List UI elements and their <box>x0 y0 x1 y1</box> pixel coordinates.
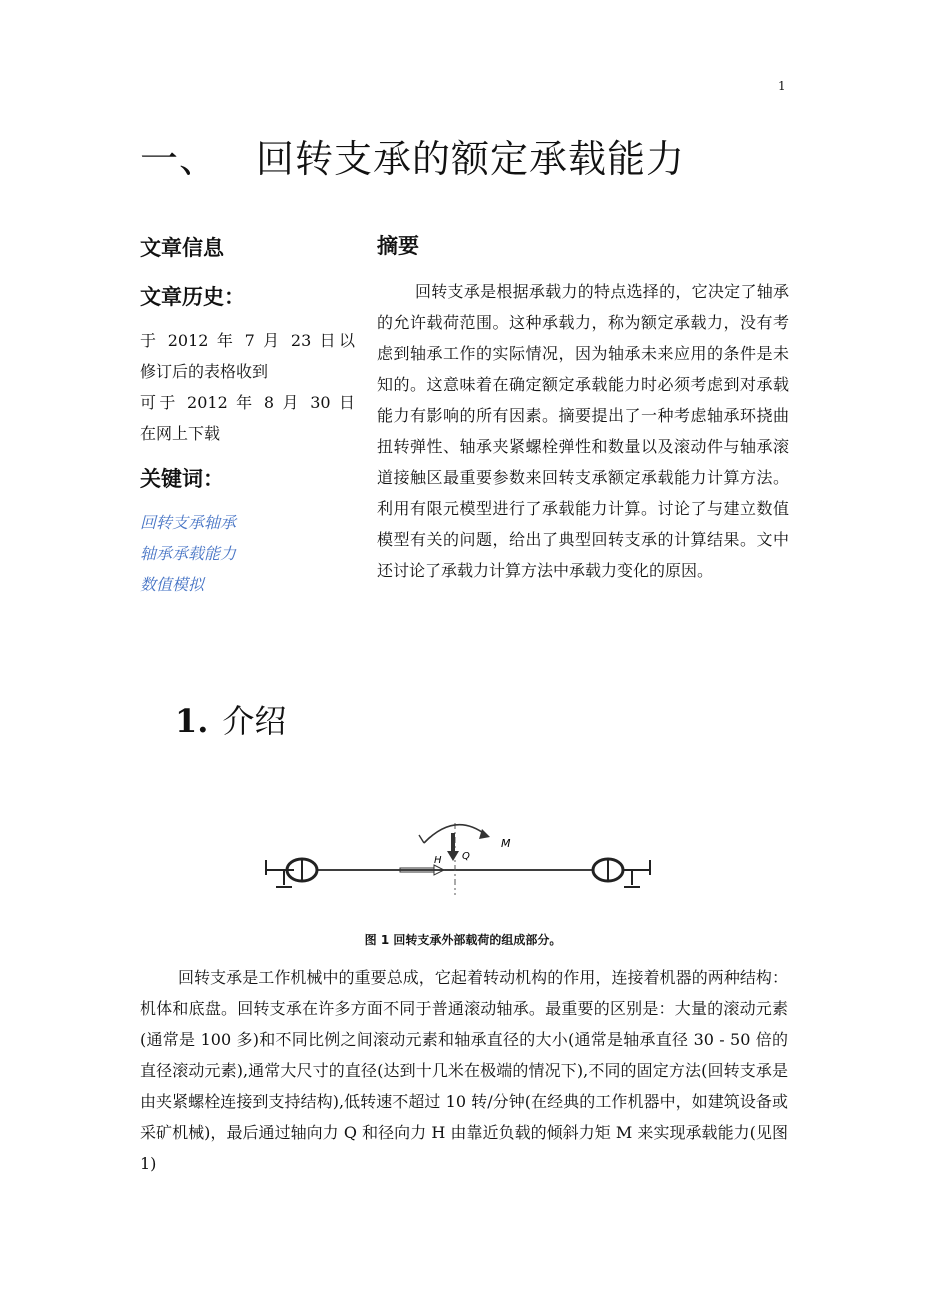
right-bearing-icon <box>593 859 623 881</box>
keywords-list <box>140 507 355 600</box>
section-heading-intro <box>175 696 286 742</box>
keywords-heading: 关键词： <box>140 467 224 491</box>
label-axial: Q <box>462 851 470 862</box>
keyword: 回转支承轴承 <box>140 513 237 532</box>
article-info-heading: 文章信息 <box>140 236 224 260</box>
page-number: 1 <box>778 79 786 93</box>
section-title: 介绍 <box>222 702 287 740</box>
history-line: 修订后的表格收到 <box>140 362 269 381</box>
axial-force-arrow <box>447 833 459 861</box>
body-paragraph: 回转支承是工作机械中的重要总成，它起着转动机构的作用，连接着机器的两种结构：机体和底盘。回转支承在许多方面不同于普通滚动轴承。最重要的区别是：大量的滚动元素(通常是 100 多)和不同比例之间滚动元素和轴承直径的大小(通常是轴承直径 30 - 50 倍的直径滚动元素),通常大尺寸的直径(达到十几米在极端的情况下),不同的固定方法(回转支承是由夹紧螺栓连接到支持结构),低转速不超过 10 转/分钟(在经典的工作机器中，如建筑设备或采矿机械)，最后通过轴向力 Q 和径向力 H 由靠近负载的倾斜力矩 M 来实现承载能力(见图 1) <box>140 968 788 1173</box>
history-line: 在网上下载 <box>140 424 221 443</box>
abstract <box>377 230 789 586</box>
history-line: 可于 2012 年 8 月 30 日 <box>140 393 355 412</box>
article-info <box>140 230 355 600</box>
load-diagram <box>258 815 658 905</box>
history-heading: 文章历史： <box>140 285 245 309</box>
abstract-text: 回转支承是根据承载力的特点选择的，它决定了轴承的允许载荷范围。这种承载力，称为额定承载力，没有考虑到轴承工作的实际情况，因为轴承未来应用的条件是未知的。这意味着在确定额定承载能力时必须考虑到对承载能力有影响的所有因素。摘要提出了一种考虑轴承环挠曲扭转弹性、轴承夹紧螺栓弹性和数量以及滚动件与轴承滚道接触区最重要参数来回转支承额定承载能力计算方法。利用有限元模型进行了承载能力计算。讨论了与建立数值模型有关的问题，给出了典型回转支承的计算结果。文中还讨论了承载力计算方法中承载力变化的原因。 <box>377 282 789 580</box>
keyword: 数值模拟 <box>140 575 205 594</box>
figure-caption: 图 1 回转支承外部载荷的组成部分。 <box>364 933 562 947</box>
abstract-heading: 摘要 <box>377 234 419 258</box>
history-block <box>140 325 355 449</box>
title-text: 回转支承的额定承载能力 <box>256 137 686 181</box>
label-moment: M <box>501 837 511 850</box>
title-number: 一、 <box>140 137 219 181</box>
history-line: 于 2012 年 7 月 23 日以 <box>140 331 355 350</box>
label-radial: H <box>434 855 442 866</box>
keyword: 轴承承载能力 <box>140 544 237 563</box>
figure-1 <box>258 815 658 905</box>
section-number: 1. <box>175 702 209 740</box>
right-support <box>622 860 650 887</box>
page-title <box>140 128 685 183</box>
